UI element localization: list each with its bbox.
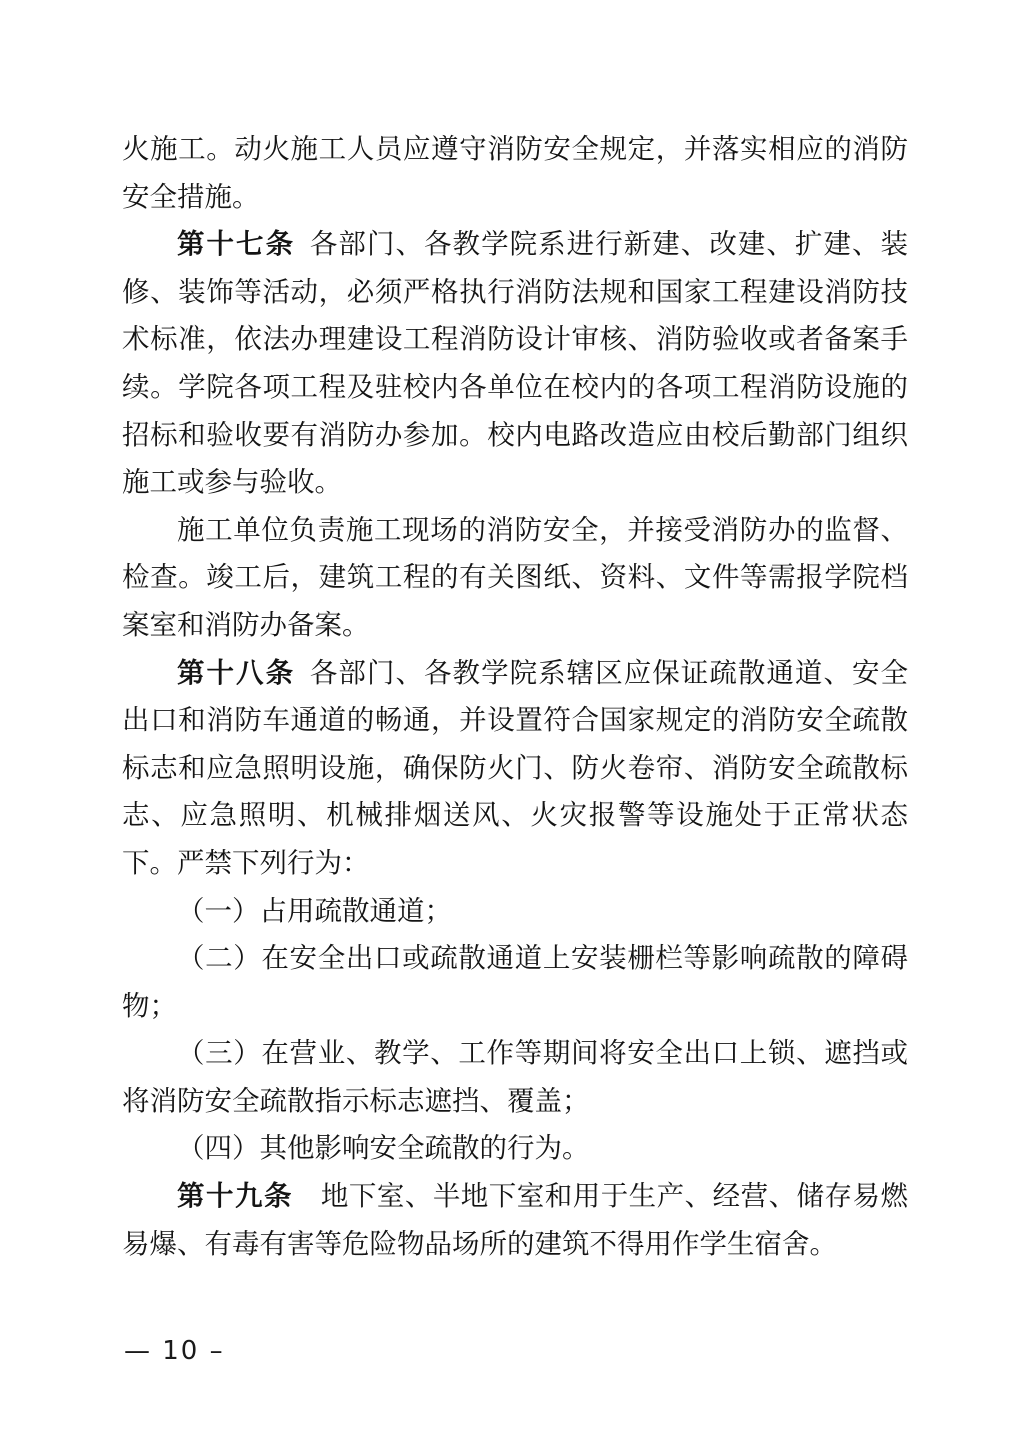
paragraph-text: （二）在安全出口或疏散通道上安装栅栏等影响疏散的障碍物；: [122, 942, 908, 1022]
article-number: 第十七条: [177, 228, 296, 261]
list-item: [122, 888, 908, 936]
document-body: [122, 126, 908, 1268]
paragraph: [122, 507, 908, 650]
list-item: [122, 1125, 908, 1173]
paragraph-text: 火施工。动火施工人员应遵守消防安全规定，并落实相应的消防安全措施。: [122, 133, 908, 213]
paragraph-text: （一）占用疏散通道；: [177, 894, 452, 927]
paragraph: [122, 126, 908, 221]
paragraph-text: 施工单位负责施工现场的消防安全，并接受消防办的监督、检查。竣工后，建筑工程的有关图纸、资料、文件等需报学院档案室和消防办备案。: [122, 513, 908, 641]
paragraph-text: （四）其他影响安全疏散的行为。: [177, 1132, 590, 1165]
list-item: [122, 935, 908, 1030]
page-number: — 10 –: [124, 1336, 225, 1366]
paragraph-text: （三）在营业、教学、工作等期间将安全出口上锁、遮挡或将消防安全疏散指示标志遮挡、覆盖；: [122, 1037, 908, 1117]
article-number: 第十九条: [177, 1180, 293, 1213]
paragraph-text: 各部门、各教学院系进行新建、改建、扩建、装修、装饰等活动，必须严格执行消防法规和国家工程建设消防技术标准，依法办理建设工程消防设计审核、消防验收或者备案手续。学院各项工程及驻校内各单位在校内的各项工程消防设施的招标和验收要有消防办参加。校内电路改造应由校后勤部门组织施工或参与验收。: [122, 228, 909, 499]
list-item: [122, 1030, 908, 1125]
paragraph: [122, 1173, 908, 1268]
paragraph: [122, 221, 908, 507]
article-number: 第十八条: [177, 656, 296, 689]
paragraph-text: 各部门、各教学院系辖区应保证疏散通道、安全出口和消防车通道的畅通，并设置符合国家规定的消防安全疏散标志和应急照明设施，确保防火门、防火卷帘、消防安全疏散标志、应急照明、机械排烟送风、火灾报警等设施处于正常状态下。严禁下列行为：: [122, 656, 909, 879]
paragraph-text: 地下室、半地下室和用于生产、经营、储存易燃易爆、有毒有害等危险物品场所的建筑不得用作学生宿舍。: [122, 1180, 908, 1260]
paragraph: [122, 650, 908, 888]
